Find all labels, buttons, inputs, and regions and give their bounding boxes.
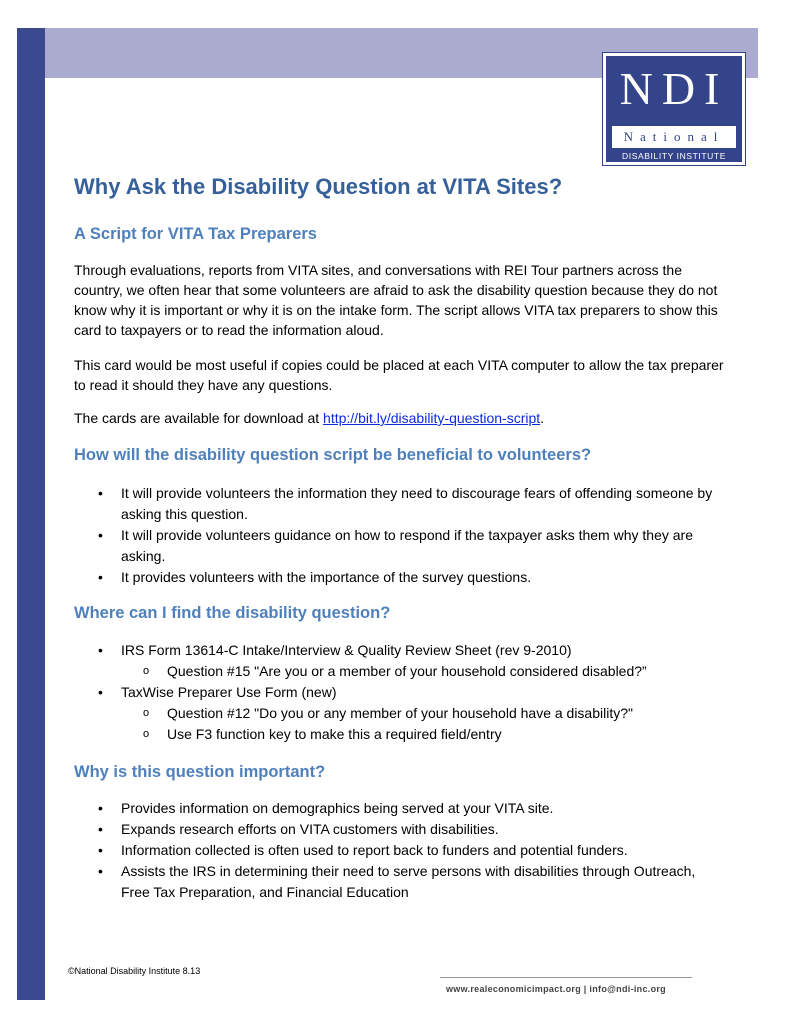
download-link[interactable]: http://bit.ly/disability-question-script (323, 410, 541, 426)
list-item: • Information collected is often used to report back to funders and potential funders. (98, 840, 718, 861)
find-heading: Where can I find the disability question? (74, 604, 391, 622)
list-item-label: IRS Form 13614-C Intake/Interview & Quality Review Sheet (rev 9-2010) (121, 642, 572, 658)
copyright-footer: ©National Disability Institute 8.13 (68, 966, 201, 976)
beneficial-list (98, 483, 718, 588)
sub-list-item: o Question #15 "Are you or a member of your household considered disabled?” (121, 661, 718, 682)
list-item (98, 682, 718, 745)
list-item: • Expands research efforts on VITA customers with disabilities. (98, 819, 718, 840)
list-item-label: TaxWise Preparer Use Form (new) (121, 684, 337, 700)
contact-footer: www.realeconomicimpact.org | info@ndi-inc.org (446, 984, 666, 994)
logo-institute: DISABILITY INSTITUTE (622, 151, 726, 161)
list-item (98, 640, 718, 682)
sub-list-item: o Use F3 function key to make this a required field/entry (121, 724, 718, 745)
usefulness-paragraph: This card would be most useful if copies could be placed at each VITA computer to allow the tax preparer to read it should they have any questions. (74, 357, 724, 393)
list-item: • It will provide volunteers the information they need to discourage fears of offending someone by asking this question. (98, 483, 718, 525)
download-paragraph (74, 408, 734, 428)
ndi-logo (603, 53, 745, 165)
beneficial-heading: How will the disability question script be beneficial to volunteers? (74, 446, 592, 464)
script-subtitle: A Script for VITA Tax Preparers (74, 225, 317, 243)
list-item: • It will provide volunteers guidance on how to respond if the taxpayer asks them why they are asking. (98, 525, 718, 567)
important-heading: Why is this question important? (74, 763, 326, 781)
logo-national: National (623, 129, 725, 144)
intro-paragraph: Through evaluations, reports from VITA sites, and conversations with REI Tour partners across the country, we often hear that some volunteers are afraid to ask the disability question because they do not know why it is important or why it is on the intake form. The script allows VITA tax preparers to show this card to taxpayers or to read the information aloud. (74, 262, 718, 338)
list-item: • Assists the IRS in determining their need to serve persons with disabilities through Outreach, Free Tax Preparation, and Financial Education (98, 861, 718, 903)
download-prefix: The cards are available for download at (74, 410, 324, 426)
download-suffix: . (540, 410, 545, 426)
list-item: • It provides volunteers with the importance of the survey questions. (98, 567, 718, 588)
page-title: Why Ask the Disability Question at VITA Sites? (74, 174, 563, 199)
left-accent-bar (17, 28, 45, 1000)
sub-list-item: o Question #12 "Do you or any member of your household have a disability?" (121, 703, 718, 724)
sub-list (121, 703, 718, 745)
sub-list (121, 661, 718, 682)
footer-divider (440, 977, 692, 978)
list-item: • Provides information on demographics being served at your VITA site. (98, 798, 718, 819)
find-list (98, 640, 718, 745)
important-list (98, 798, 718, 903)
logo-letters: NDI (619, 63, 729, 114)
